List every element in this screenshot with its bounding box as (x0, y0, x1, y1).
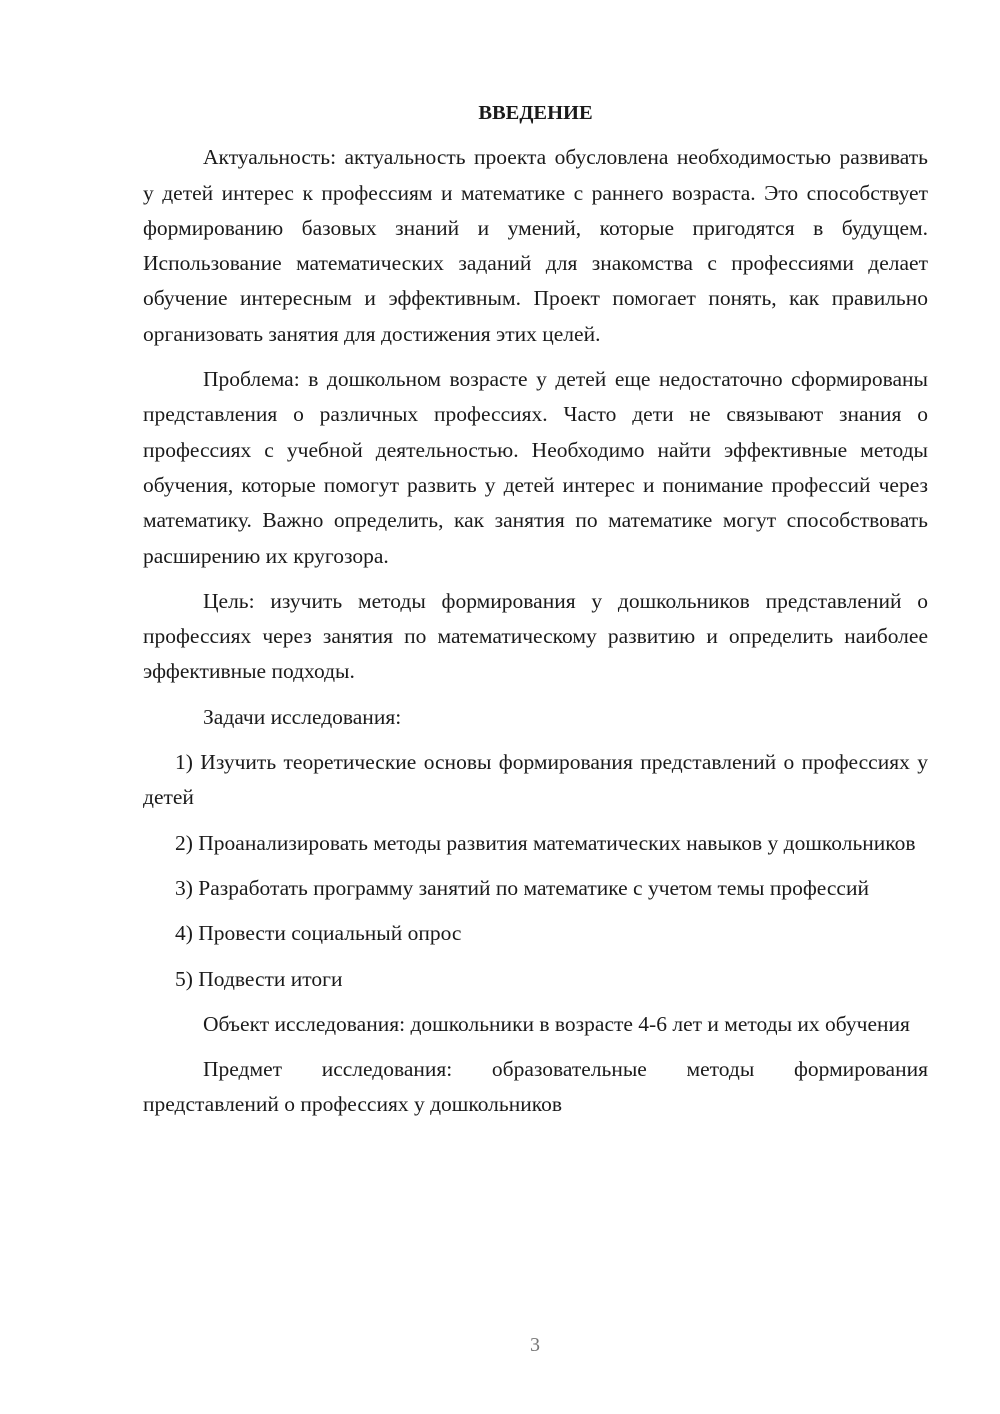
task-item: 4) Провести социальный опрос (175, 921, 462, 946)
research-object-paragraph: Объект исследования: дошкольники в возрасте 4-6 лет и методы их обучения (203, 1011, 910, 1036)
page-content (143, 96, 928, 1133)
page-number: 3 (530, 1334, 540, 1356)
task-item: 1) Изучить теоретические основы формирования представлений о профессиях у детей (143, 750, 928, 810)
task-item: 5) Подвести итоги (175, 966, 343, 991)
task-item: 2) Проанализировать методы развития математических навыков у дошкольников (175, 830, 916, 855)
section-title: ВВЕДЕНИЕ (478, 102, 593, 124)
task-item: 3) Разработать программу занятий по математике с учетом темы профессий (175, 875, 869, 900)
tasks-heading: Задачи исследования: (203, 704, 402, 729)
goal-paragraph: Цель: изучить методы формирования у дошкольников представлений о профессиях через занятия по математическому развитию и определить наиболее эффективные подходы. (143, 588, 928, 684)
relevance-paragraph: Актуальность: актуальность проекта обусловлена необходимостью развивать у детей интерес к профессиям и математике с раннего возраста. Это способствует формированию базовых знаний и умений, которые пригодятся в будущем. Использование математических заданий для знакомства с профессиями делает обучение интересным и эффективным. Проект помогает понять, как правильно организовать занятия для достижения этих целей. (143, 145, 928, 346)
research-subject-paragraph: Предмет исследования: образовательные методы формирования представлений о профессиях у дошкольников (143, 1057, 928, 1117)
problem-paragraph: Проблема: в дошкольном возрасте у детей еще недостаточно сформированы представления о различных профессиях. Часто дети не связывают знания о профессиях с учебной деятельностью. Необходимо найти эффективные методы обучения, которые помогут развить у детей интерес и понимание профессий через математику. Важно определить, как занятия по математике могут способствовать расширению их кругозора. (143, 367, 928, 568)
